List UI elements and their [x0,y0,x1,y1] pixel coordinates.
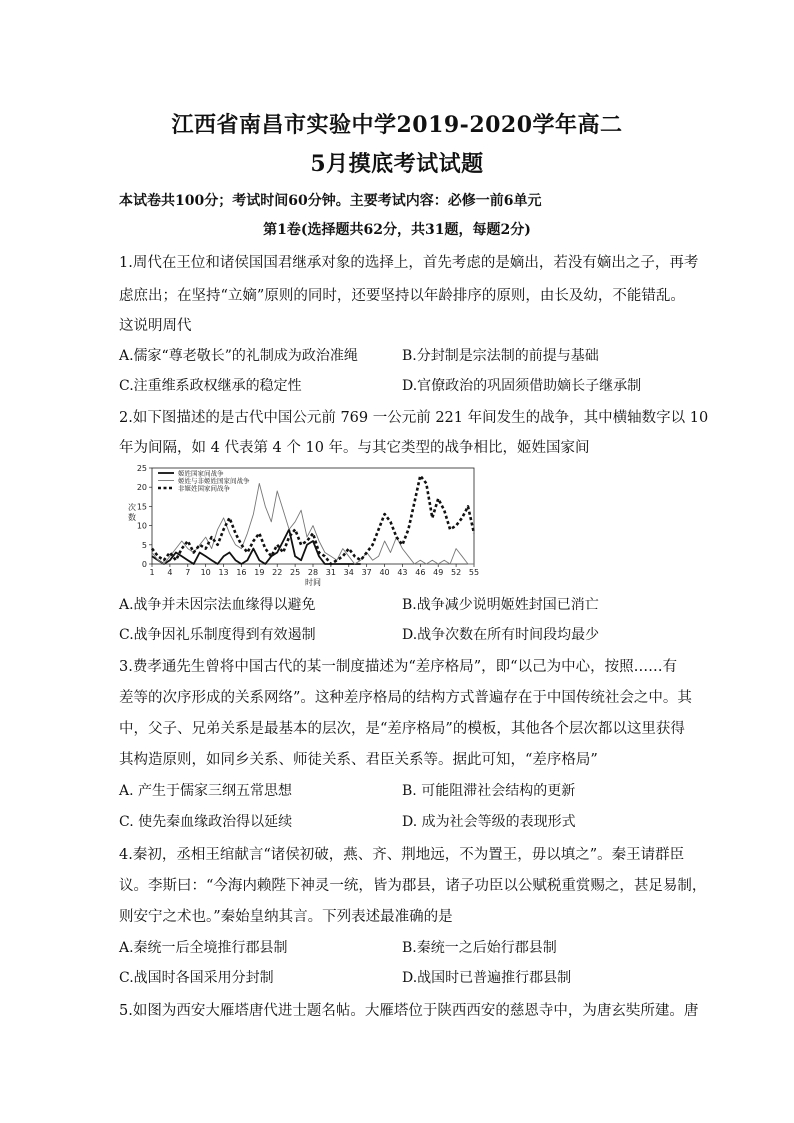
q1-option-b: B.分封制是宗法制的前提与基础 [402,348,599,364]
q3-option-c: C. 使先秦血缘政治得以延续 [119,814,293,830]
x-tick-label: 13 [218,568,229,577]
q4-option-b: B.秦统一之后始行郡县制 [402,940,557,956]
x-tick-label: 55 [468,568,480,577]
y-tick-label: 15 [136,502,147,512]
x-tick-label: 10 [200,568,211,577]
y-tick-label: 5 [141,540,147,550]
legend-label-2: 姬姓与非姬姓国家间战争 [178,477,250,485]
x-tick-label: 25 [290,568,301,577]
q1-option-d: D.官僚政治的巩固须借助嫡长子继承制 [402,378,642,394]
chart-legend [158,469,250,493]
x-tick-label: 52 [451,568,462,577]
q2-option-c: C.战争因礼乐制度得到有效遏制 [119,627,316,643]
x-tick-label: 19 [254,568,265,577]
q3-option-b: B. 可能阻滞社会结构的更新 [402,783,576,799]
war-frequency-chart [118,462,488,587]
q4-option-d: D.战国时已普遍推行郡县制 [402,970,572,986]
exam-info: 本试卷共100分；考试时间60分钟。主要考试内容：必修一前6单元 [119,193,542,209]
q2-option-a: A.战争并未因宗法血缘得以避免 [119,597,316,613]
x-tick-label: 31 [325,568,336,577]
q4-option-c: C.战国时各国采用分封制 [119,970,274,986]
q4-line-2: 议。李斯曰：“今海内赖陛下神灵一统，皆为郡县，诸子功臣以公赋税重赏赐之，甚足易制， [119,878,707,894]
q1-line-2: 虑庶出；在坚持“立嫡”原则的同时，还要坚持以年龄排序的原则，由长及幼，不能错乱。 [119,288,685,304]
x-tick-label: 43 [397,568,408,577]
x-tick-label: 46 [415,568,426,577]
x-tick-label: 7 [185,568,191,577]
x-tick-label: 49 [433,568,444,577]
q5-line-1: 5.如图为西安大雁塔唐代进士题名帖。大雁塔位于陕西西安的慈恩寺中，为唐玄奘所建。唐 [119,1003,699,1019]
q3-line-4: 其构造原则，如同乡关系、师徒关系、君臣关系等。据此可知，“差序格局” [119,752,598,768]
q3-line-3: 中，父子、兄弟关系是最基本的层次，是“差序格局”的模板，其他各个层次都以这里获得 [119,721,685,737]
y-tick-label: 0 [141,560,147,569]
section-heading: 第1卷(选择题共62分，共31题，每题2分) [263,222,531,238]
x-tick-label: 16 [236,568,247,577]
q1-line-3: 这说明周代 [119,318,192,334]
title-line-1: 江西省南昌市实验中学2019-2020学年高二 [171,112,623,138]
x-tick-label: 37 [361,568,372,577]
y-tick-label: 20 [136,483,147,493]
y-tick-label: 10 [136,521,147,531]
q4-line-3: 则安宁之术也。”秦始皇纳其言。下列表述最准确的是 [119,909,453,925]
q3-option-d: D. 成为社会等级的表现形式 [402,814,576,830]
q1-option-a: A.儒家“尊老敬长”的礼制成为政治准绳 [119,348,358,364]
x-tick-label: 40 [379,568,390,577]
legend-label-3: 非姬姓国家间战争 [178,484,230,493]
q1-option-c: C.注重维系政权继承的稳定性 [119,378,302,394]
legend-label-1: 姬姓国家间战争 [178,469,224,478]
y-axis-label: 次 [128,503,136,512]
q3-line-2: 差等的次序形成的关系网络”。这种差序格局的结构方式普遍存在于中国传统社会之中。其 [119,690,692,706]
q4-line-1: 4.秦初，丞相王绾献言“诸侯初破，燕、齐、荆地远，不为置王，毋以填之”。秦王请群臣 [119,847,685,863]
title-line-2: 5月摸底考试试题 [310,151,484,177]
q2-line-1: 2.如下图描述的是古代中国公元前 769 一公元前 221 年间发生的战争，其中横轴数字以 10 [119,410,709,426]
x-tick-label: 34 [343,568,354,577]
q2-option-b: B.战争减少说明姬姓封国已消亡 [402,597,599,613]
x-tick-label: 28 [307,568,319,577]
x-axis-label: 时间 [305,578,321,587]
q2-option-d: D.战争次数在所有时间段均最少 [402,627,600,643]
y-tick-label: 25 [136,464,147,473]
q3-line-1: 3.费孝通先生曾将中国古代的某一制度描述为“差序格局”，即“以己为中心，按照……有 [119,659,678,675]
x-tick-label: 1 [149,568,155,577]
q4-option-a: A.秦统一后全境推行郡县制 [119,940,288,956]
x-tick-label: 22 [272,568,283,577]
q3-option-a: A. 产生于儒家三纲五常思想 [119,783,293,799]
y-axis-label-2: 数 [128,513,136,522]
q2-line-2: 年为间隔，如 4 代表第 4 个 10 年。与其它类型的战争相比，姬姓国家间 [119,440,590,456]
q1-line-1: 1.周代在王位和诸侯国国君继承对象的选择上，首先考虑的是嫡出，若没有嫡出之子，再考 [119,255,699,271]
x-tick-label: 4 [167,568,173,577]
